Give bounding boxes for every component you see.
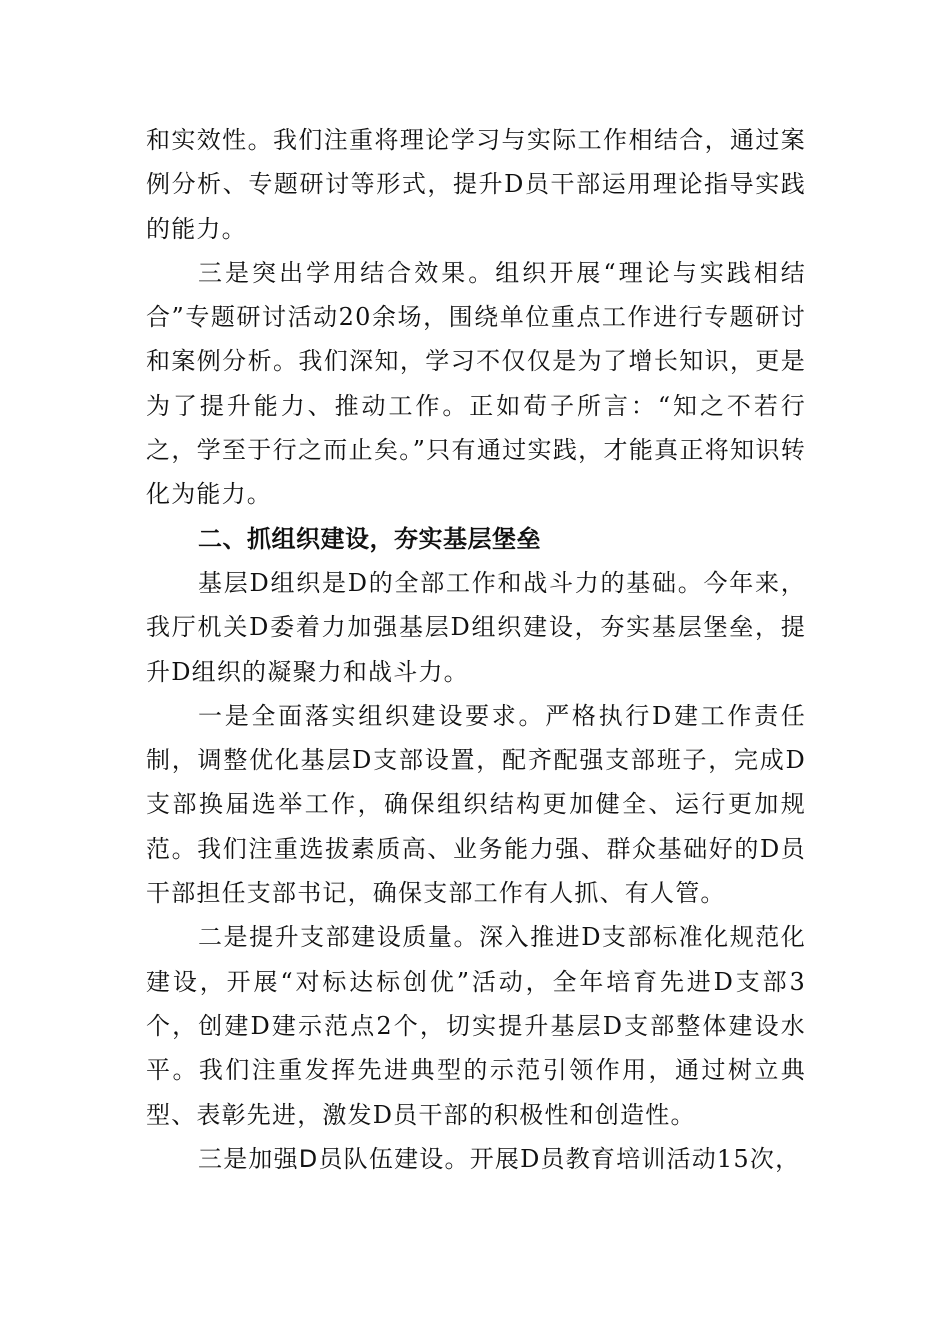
paragraph-text: 基层D组织是D的全部工作和战斗力的基础。今年来，我厅机关D委着力加强基层D组织建设，夯实基层堡垒，提升D组织的凝聚力和战斗力。 [146, 568, 806, 686]
paragraph-text: 和实效性。我们注重将理论学习与实际工作相结合，通过案例分析、专题研讨等形式，提升D员干部运用理论指导实践的能力。 [146, 126, 806, 243]
paragraph-lead: 二是提升支部建设质量。 [198, 923, 480, 952]
paragraph-continuation [146, 118, 806, 251]
section-heading: 二、抓组织建设，夯实基层堡垒 [198, 524, 541, 553]
document-body [146, 118, 806, 1181]
paragraph-organization-requirements [146, 694, 806, 915]
paragraph-text: 严格执行D建工作责任制，调整优化基层D支部设置，配齐配强支部班子，完成D支部换届选举工作，确保组织结构更加健全、运行更加规范。我们注重选拔素质高、业务能力强、群众基础好的D员干部担任支部书记，确保支部工作有人抓、有人管。 [146, 701, 806, 908]
paragraph-text: 组织开展“理论与实践相结合”专题研讨活动20余场，围绕单位重点工作进行专题研讨和案例分析。我们深知，学习不仅仅是为了增长知识，更是为了提升能力、推动工作。正如荀子所言：“知之不若行之，学至于行之而止矣。”只有通过实践，才能真正将知识转化为能力。 [146, 258, 806, 509]
paragraph-text: 深入推进D支部标准化规范化建设，开展“对标达标创优”活动，全年培育先进D支部3个，创建D建示范点2个，切实提升基层D支部整体建设水平。我们注重发挥先进典型的示范引领作用，通过树立典型、表彰先进，激发D员干部的积极性和创造性。 [146, 923, 807, 1129]
paragraph-lead: 三是加强D员队伍建设。 [198, 1144, 470, 1173]
paragraph-branch-quality [146, 915, 806, 1136]
paragraph-lead: 一是全面落实组织建设要求。 [198, 701, 546, 730]
paragraph-member-team [146, 1137, 806, 1181]
paragraph-study-application [146, 251, 806, 517]
paragraph-lead: 三是突出学用结合效果。 [198, 258, 496, 287]
paragraph-text: 开展D员教育培训活动15次， [469, 1144, 801, 1173]
paragraph-intro-organization [146, 561, 806, 694]
